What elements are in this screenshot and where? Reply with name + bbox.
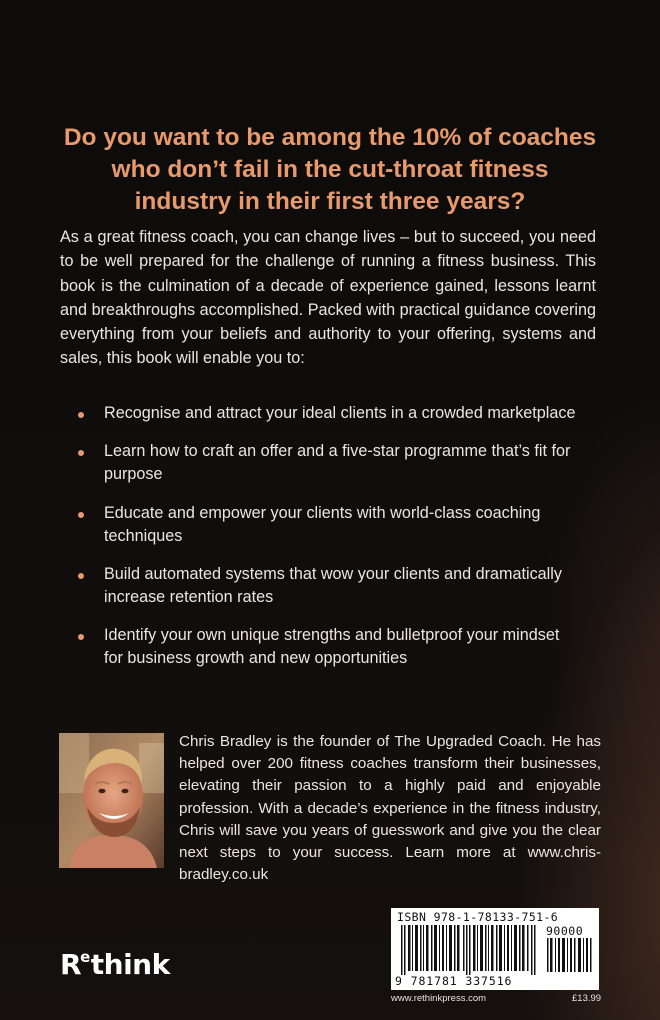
list-item-text: Learn how to craft an offer and a five-star programme that’s fit for purpose [104,442,571,484]
headline: Do you want to be among the 10% of coaches who don’t fail in the cut-throat fitness industry in their first three years? [63,124,597,215]
list-item [78,563,578,609]
barcode-addon-digits: 90000 [546,924,584,938]
barcode-bars-icon [401,925,541,975]
author-photo [59,733,164,868]
logo-letter-e: e [80,948,90,966]
addon-bars-icon [547,938,595,972]
isbn-label: ISBN 978-1-78133-751-6 [397,910,559,924]
logo-letter-r: R [60,948,82,981]
publisher-website: www.rethinkpress.com [391,993,487,1004]
list-item [78,624,578,670]
bullet-icon [78,573,84,579]
price-label: £13.99 [572,993,602,1004]
bullet-icon [78,412,84,418]
list-item [78,402,578,425]
bullet-icon [78,634,84,640]
barcode [391,908,599,990]
author-portrait-icon [59,733,164,868]
logo-wordmark: think [90,948,170,981]
publisher-logo [60,948,170,988]
list-item-text: Build automated systems that wow your clients and dramatically increase retention rates [104,564,562,606]
list-item [78,440,578,486]
benefits-list [78,402,578,685]
author-bio: Chris Bradley is the founder of The Upgraded Coach. He has helped over 200 fitness coaches transform their businesses, elevating their passion to a highly paid and enjoyable profession. With a decade’s experience in the fitness industry, Chris will save you years of guesswork and give you the clear next steps to your success. Learn more at www.chris-bradley.co.uk [179,733,601,884]
intro-paragraph: As a great fitness coach, you can change lives – but to succeed, you need to be well prepared for the challenge of running a fitness business. This book is the culmination of a decade of experience gained, lessons learnt and breakthroughs accomplished. Packed with practical guidance covering everything from your beliefs and authority to your offering, systems and sales, this book will enable you to: [60,228,596,368]
list-item-text: Recognise and attract your ideal clients in a crowded marketplace [104,404,576,422]
list-item-text: Identify your own unique strengths and bulletproof your mindset for business growth and new opportunities [104,626,560,668]
bullet-icon [78,512,84,518]
bullet-icon [78,450,84,456]
list-item [78,502,578,548]
barcode-digits: 9 781781 337516 [395,974,513,988]
list-item-text: Educate and empower your clients with world-class coaching techniques [104,503,541,545]
